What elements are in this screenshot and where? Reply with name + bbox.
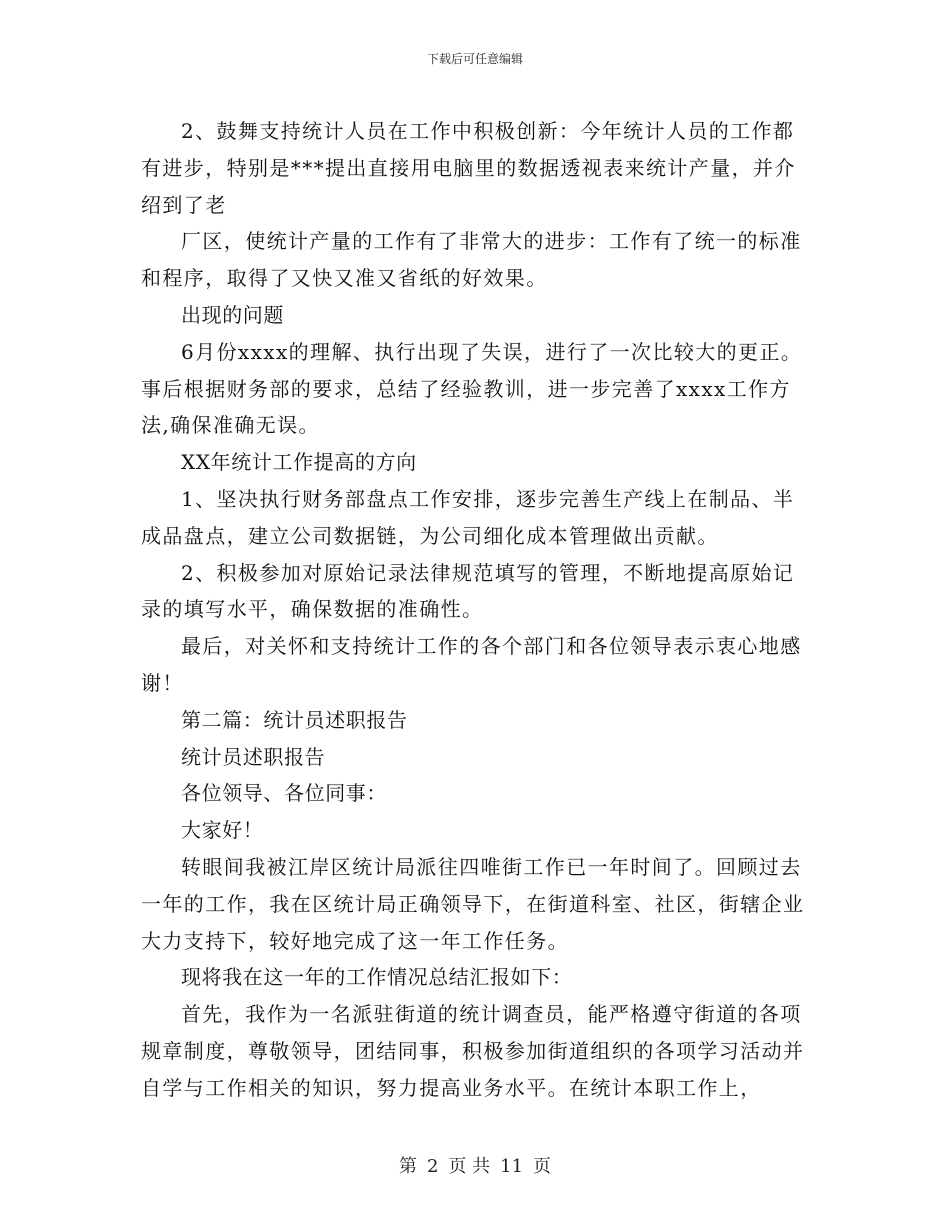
report-title: 统计员述职报告 xyxy=(181,744,326,769)
paragraph: 首先，我作为一名派驻街道的统计调查员，能严格遵守街道的各项规章制度，尊敬领导，团结同事，积极参加街道组织的各项学习活动并自学与工作相关的知识，努力提高业务水平。在统计本职工作上， xyxy=(141,1002,805,1100)
document-body xyxy=(141,113,813,1107)
section-heading: XX年统计工作提高的方向 xyxy=(181,450,417,475)
paragraph: 厂区，使统计产量的工作有了非常大的进步：工作有了统一的标准和程序，取得了又快又准又省纸的好效果。 xyxy=(141,229,802,291)
footer-prefix: 第 xyxy=(398,1156,417,1177)
footer-suffix: 页 xyxy=(533,1156,552,1177)
salutation: 各位领导、各位同事： xyxy=(181,781,387,806)
page-header-note: 下载后可任意编辑 xyxy=(426,52,523,66)
paragraph: 6月份xxxx的理解、执行出现了失误，进行了一次比较大的更正。事后根据财务部的要求，总结了经验教训，进一步完善了xxxx工作方法,确保准确无误。 xyxy=(141,339,803,438)
current-page-number: 2 xyxy=(426,1156,439,1177)
paragraph: 2、鼓舞支持统计人员在工作中积极创新：今年统计人员的工作都有进步，特别是***提出直接用电脑里的数据透视表来统计产量，并介绍到了老 xyxy=(141,119,796,217)
paragraph: 现将我在这一年的工作情况总结汇报如下： xyxy=(181,965,573,990)
paragraph: 1、坚决执行财务部盘点工作安排，逐步完善生产线上在制品、半成品盘点，建立公司数据链，为公司细化成本管理做出贡献。 xyxy=(141,486,795,548)
paragraph: 2、积极参加对原始记录法律规范填写的管理，不断地提高原始记录的填写水平，确保数据的准确性。 xyxy=(141,560,795,622)
page-number-footer xyxy=(0,1155,950,1179)
paragraph: 转眼间我被江岸区统计局派往四唯街工作已一年时间了。回顾过去一年的工作，我在区统计局正确领导下，在街道科室、社区，街辖企业大力支持下，较好地完成了这一年工作任务。 xyxy=(141,854,805,953)
footer-mid: 页 共 xyxy=(448,1156,491,1177)
greeting: 大家好！ xyxy=(181,818,264,843)
section-heading: 出现的问题 xyxy=(181,302,284,327)
paragraph: 最后，对关怀和支持统计工作的各个部门和各位领导表示衷心地感谢！ xyxy=(141,634,802,695)
total-pages-number: 11 xyxy=(500,1156,524,1177)
chapter-heading: 第二篇：统计员述职报告 xyxy=(181,707,408,732)
